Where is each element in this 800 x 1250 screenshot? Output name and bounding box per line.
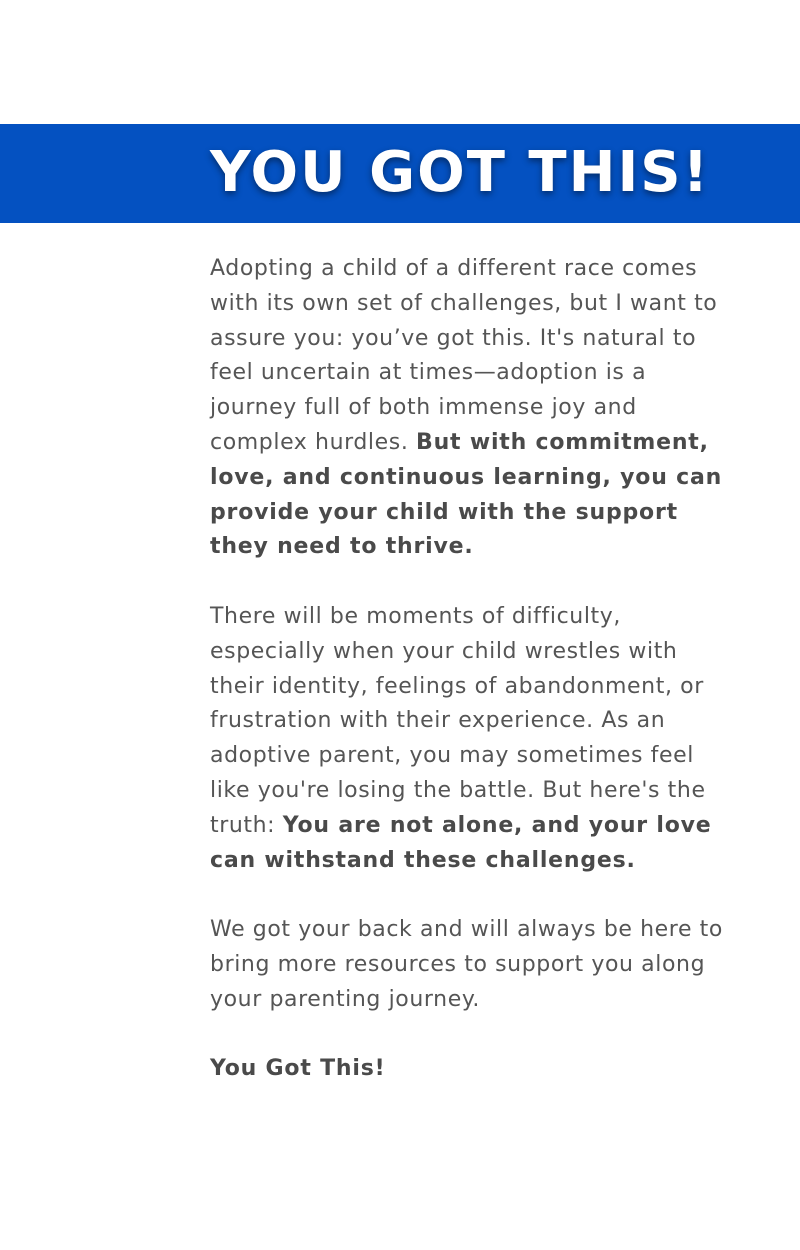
closing-text: You Got This!	[210, 1056, 386, 1082]
paragraph-1-text: Adopting a child of a different race comes with its own set of challenges, but I want to assure you: you’ve got this. It's natural to feel uncertain at times—adoption is a journey full of both immense joy and complex hurdles.	[210, 256, 718, 455]
closing-line	[210, 1052, 730, 1087]
paragraph-2-text: There will be moments of difficulty, especially when your child wrestles with their identity, feelings of abandonment, or frustration with their experience. As an adoptive parent, you may sometimes feel like you're losing the battle. But here's the truth:	[210, 603, 706, 838]
page-title: YOU GOT THIS!	[210, 140, 711, 205]
paragraph-3	[210, 913, 730, 1017]
paragraph-2-emphasis: You are not alone, and your love can withstand these challenges.	[210, 812, 712, 873]
paragraph-1	[210, 252, 730, 565]
paragraph-2	[210, 600, 730, 878]
paragraph-3-text: We got your back and will always be here to bring more resources to support you along your parenting journey.	[210, 917, 723, 1012]
body-text	[210, 252, 730, 1122]
paragraph-1-emphasis: But with commitment, love, and continuous learning, you can provide your child with the support they need to thrive.	[210, 429, 723, 560]
